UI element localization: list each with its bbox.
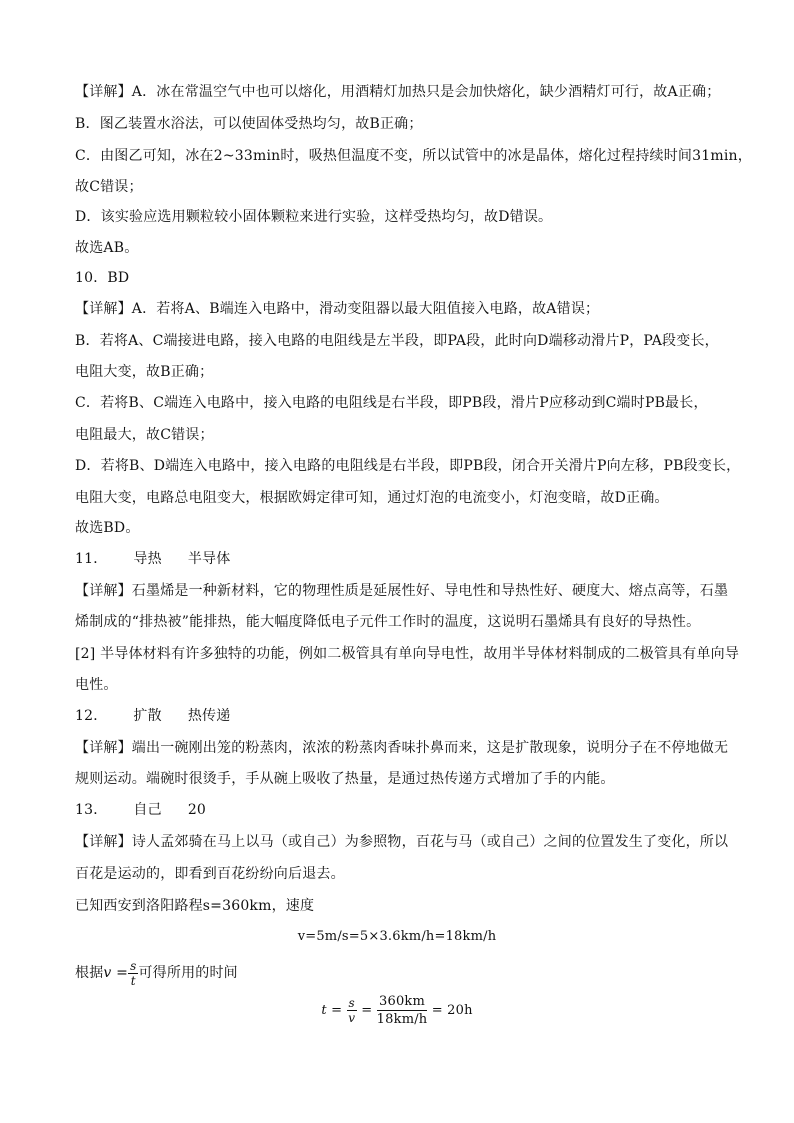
text-line: 百花是运动的，即看到百花纷纷向后退去。 — [75, 866, 345, 882]
text-line: B．图乙装置水浴法，可以使固体受热均匀，故B正确； — [75, 116, 423, 132]
text-line: 电阻最大，故C错误； — [75, 427, 214, 443]
answer-line-12 — [75, 706, 230, 726]
text-line: 【详解】诗人孟郊骑在马上以马（或自己）为参照物，百花与马（或自己）之间的位置发生了变化，所以 — [75, 834, 729, 850]
text-line: C．由图乙可知，冰在2~33min时，吸热但温度不变，所以试管中的冰是晶体，熔化过程持续时间31min， — [75, 148, 752, 164]
text-line: D．该实验应选用颗粒较小固体颗粒来进行实验，这样受热均匀，故D错误。 — [75, 209, 553, 225]
answer-line-11 — [75, 549, 230, 569]
answer-2: 半导体 — [187, 551, 231, 567]
text-line: [2] 半导体材料有许多独特的功能，例如二极管具有单向导电性，故用半导体材料制成的二极管具有单向导 — [75, 646, 740, 662]
text-line: 规则运动。端碗时很烫手，手从碗上吸收了热量，是通过热传递方式增加了手的内能。 — [75, 771, 615, 787]
answer-line-13 — [75, 800, 206, 820]
answer-1: 扩散 — [133, 708, 162, 724]
text-line: 故选BD。 — [75, 520, 140, 536]
text-line: 已知西安到洛阳路程s=360km，速度 — [75, 898, 315, 914]
question-number: 10．BD — [75, 270, 130, 286]
text-line: B．若将A、C端接进电路，接入电路的电阻线是左半段，即PA段，此时向D端移动滑片P，PA段变长， — [75, 333, 719, 349]
text-line: C．若将B、C端连入电路中，接入电路的电阻线是右半段，即PB段，滑片P应移动到C端时PB最长， — [75, 395, 708, 411]
formula-time: t = $\frac{s}{v}$ = $\frac{360km}{18km/h}$ = 20h — [321, 994, 473, 1027]
text-line: D．若将B、D端连入电路中，接入电路的电阻线是右半段，即PB段，闭合开关滑片P向左移，PB段变长， — [75, 458, 741, 474]
text-line: 【详解】A．若将A、B端连入电路中，滑动变阻器以最大阻值接入电路，故A错误； — [75, 301, 600, 317]
fraction-distance-over-speed: $\frac{360km}{18km/h}$ — [376, 994, 428, 1027]
text-line: 电性。 — [75, 677, 118, 693]
answer-2: 热传递 — [187, 708, 231, 724]
answer-2: 20 — [187, 802, 207, 818]
question-number: 11． — [75, 551, 108, 567]
text-line: 【详解】石墨烯是一种新材料，它的物理性质是延展性好、导电性和导热性好、硬度大、熔点高等，石墨 — [75, 583, 729, 599]
fraction-s-over-v: $\frac{s}{v}$ — [348, 996, 356, 1025]
text-line: 故C错误； — [75, 179, 143, 195]
text-line: 电阻大变，电路总电阻变大，根据欧姆定律可知，通过灯泡的电流变小，灯泡变暗，故D正确。 — [75, 490, 669, 506]
formula-line-velocity: 根据v = $\frac{s}{t}$ 可得所用的时间 — [75, 958, 238, 988]
question-number: 12． — [75, 708, 108, 724]
question-number: 13． — [75, 802, 108, 818]
text-line: 电阻大变，故B正确； — [75, 364, 214, 380]
fraction-s-over-t: $\frac{s}{t}$ — [130, 958, 137, 988]
formula-speed: v=5m/s=5×3.6km/h=18km/h — [297, 929, 497, 944]
text-line: 烯制成的“排热被”能排热，能大幅度降低电子元件工作时的温度，这说明石墨烯具有良好的导热性。 — [75, 614, 701, 630]
text-line: 【详解】端出一碗刚出笼的粉蒸肉，浓浓的粉蒸肉香味扑鼻而来，这是扩散现象，说明分子在不停地做无 — [75, 740, 729, 756]
text-line: 【详解】A．冰在常温空气中也可以熔化，用酒精灯加热只是会加快熔化，缺少酒精灯可行，故A正确； — [75, 84, 721, 100]
text-line: 故选AB。 — [75, 240, 139, 256]
answer-1: 自己 — [133, 802, 162, 818]
answer-1: 导热 — [133, 551, 162, 567]
